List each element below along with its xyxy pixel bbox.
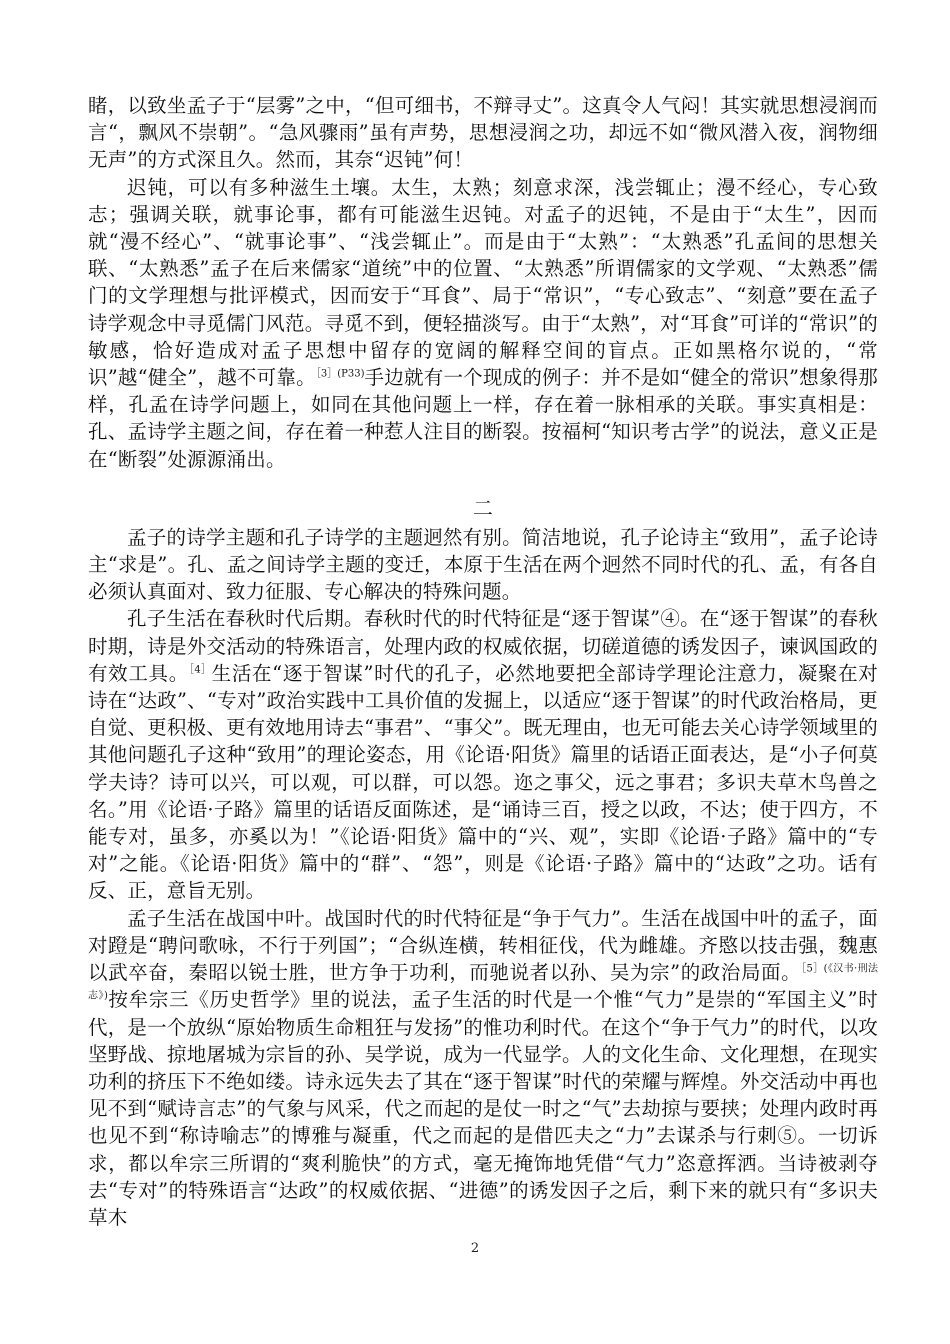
section-heading: 二 (472, 495, 494, 520)
paragraph-4-text-b: 生活在“逐于智谋”时代的孔子，必然地要把全部诗学理论注意力，凝聚在对诗在“达政”、“专对”政治实践中工具价值的发掘上，以适应“逐于智谋”的时代政治格局，更自觉、更积极、更有效地用诗去“事君”、“事父”。既无理由，也无可能去关心诗学领域里的其他问题孔子这种“致用”的理论姿态，用《论语·阳货》篇里的话语正面表达，是“小子何莫学夫诗？诗可以兴，可以观，可以群，可以怨。迩之事父，远之事君；多识夫草木鸟兽之名。”用《论语·子路》篇里的话语反面陈述，是“诵诗三百，授之以政，不达；使于四方，不能专对，虽多，亦奚以为！”《论语·阳货》篇中的“兴、观”，实即《论语·子路》篇中的“专对”之能。《论语·阳货》篇中的“群”、“怨”，则是《论语·子路》篇中的“达政”之功。话有反、正，意旨无别。 (88, 661, 878, 903)
paragraph-5-text-a: 孟子生活在战国中叶。战国时代的时代特征是“争于气力”。生活在战国中叶的孟子，面对蹬是“聘问歌咏，不行于列国”；“合纵连横，转相征伐，代为雌雄。齐愍以技击强，魏惠以武卒奋，秦昭以锐士胜，世方争于功利，而驰说者以孙、吴为宗”的政治局面。 (88, 906, 878, 985)
paragraph-4 (88, 605, 878, 904)
paragraph-3-text: 孟子的诗学主题和孔子诗学的主题迥然有别。简洁地说，孔子论诗主“致用”，孟子论诗主“求是”。孔、孟之间诗学主题的变迁，本原于生活在两个迥然不同时代的孔、孟，有各自必须认真面对、致力征服、专心解决的特殊问题。 (88, 525, 878, 604)
paragraph-5 (88, 905, 878, 1231)
citation-4: ［4］ (188, 664, 212, 676)
page-number: 2 (470, 1241, 480, 1256)
paragraph-5-text-b: 按牟宗三《历史哲学》里的说法，孟子生活的时代是一个惟“气力”是崇的“军国主义”时代，是一个放纵“原始物质生命粗狂与发扬”的惟功利时代。在这个“争于气力”的时代，以攻坚野战、掠地屠城为宗旨的孙、吴学说，成为一代显学。人的文化生命、文化理想，在现实功利的挤压下不绝如缕。诗永远失去了其在“逐于智谋”时代的荣耀与辉煌。外交活动中再也见不到“赋诗言志”的气象与风采，代之而起的是仗一时之“气”去劫掠与要挟；处理内政时再也见不到“称诗喻志”的博雅与凝重，代之而起的是借匹夫之“力”去谋杀与行刺⑤。一切诉求，都以牟宗三所谓的“爽利脆快”的方式，毫无掩饰地凭借“气力”恣意挥洒。当诗被剥夺去“专对”的特殊语言“达政”的权威依据、“进德”的诱发因子之后，剩下来的就只有“多识夫草木 (88, 988, 878, 1229)
paragraph-4-text-a: 孔子生活在春秋时代后期。春秋时代的时代特征是“逐于智谋”④。在“逐于智谋”的春秋时期，诗是外交活动的特殊语言，处理内政的权威依据，切磋道德的诱发因子，谏讽国政的有效工具。 (88, 607, 878, 685)
paragraph-1-text: 睹，以致坐孟子于“层雾”之中，“但可细书，不辩寻丈”。这真令人气闷！其实就思想浸润而言“，飘风不崇朝”。“急风骤雨”虽有声势，思想浸润之功，却远不如“微风潜入夜，润物细无声”的方式深且久。然而，其奈“迟钝”何！ (88, 94, 878, 172)
paragraph-3 (88, 524, 878, 606)
paragraph-2-text-b: 手边就有一个现成的例子：并不是如“健全的常识”想象得那样，孔孟在诗学问题上，如同在其他问题上一样，存在着一脉相承的关联。事实真相是：孔、孟诗学主题之间，存在着一种惹人注目的断裂。按福柯“知识考古学”的说法，意义正是在“断裂”处源源涌出。 (88, 366, 879, 471)
paragraph-2 (88, 174, 878, 473)
citation-5: ［5］(《汉书·刑法志》) (88, 963, 878, 1002)
paragraph-2-text-a: 迟钝，可以有多种滋生土壤。太生，太熟；刻意求深，浅尝辄止；漫不经心，专心致志；强调关联，就事论事，都有可能滋生迟钝。对孟子的迟钝，不是由于“太生”，因而就“漫不经心”、“就事论事”、“浅尝辄止”。而是由于“太熟”：“太熟悉”孔孟间的思想关联、“太熟悉”孟子在后来儒家“道统”中的位置、“太熟悉”所谓儒家的文学观、“太熟悉”儒门的文学理想与批评模式，因而安于“耳食”、局于“常识”，“专心致志”、“刻意”要在孟子诗学观念中寻觅儒门风范。寻觅不到，便轻描淡写。由于“太熟”，对“耳食”可详的“常识”的敏感，恰好造成对孟子思想中留存的宽阔的解释空间的盲点。正如黑格尔说的，“常识”越“健全”，越不可靠。 (88, 175, 878, 390)
body-text (88, 92, 878, 1231)
citation-3: ［3］(P33) (315, 368, 365, 380)
paragraph-1 (88, 92, 878, 174)
